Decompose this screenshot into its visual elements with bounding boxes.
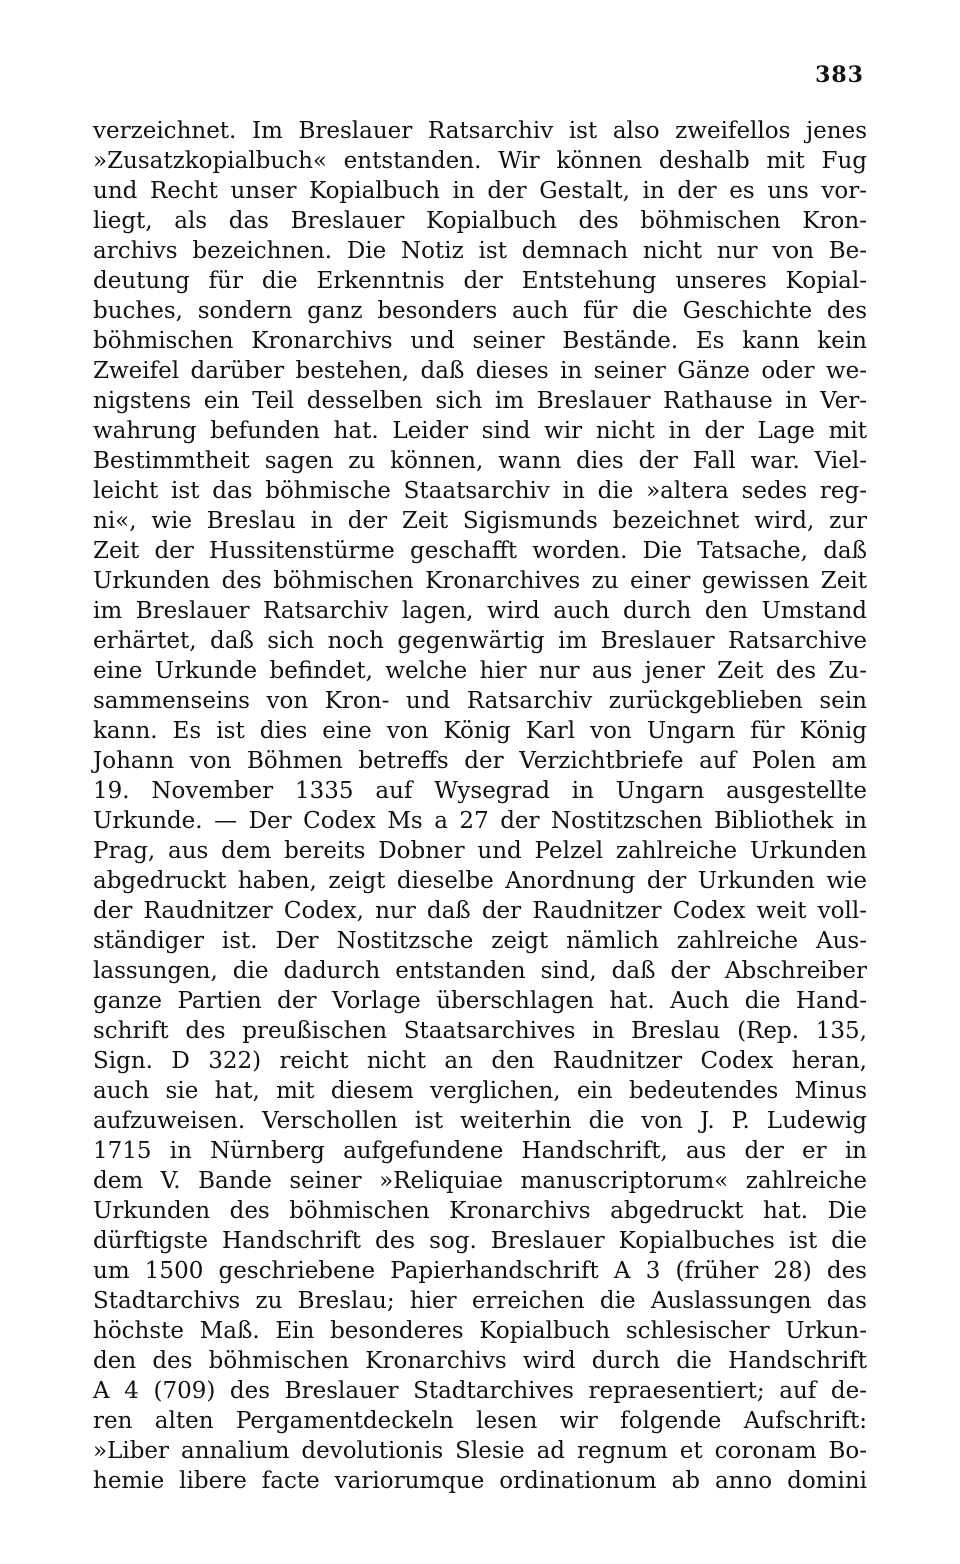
text-line: und Recht unser Kopialbuch in der Gestalt, in der es uns vor- bbox=[93, 178, 867, 204]
text-line: Bestimmtheit sagen zu können, wann dies der Fall war. Viel- bbox=[93, 448, 867, 474]
text-line: ni«, wie Breslau in der Zeit Sigismunds bezeichnet wird, zur bbox=[93, 508, 867, 534]
text-line: buches, sondern ganz besonders auch für die Geschichte des bbox=[93, 298, 867, 324]
text-line: sammenseins von Kron- und Ratsarchiv zurückgeblieben sein bbox=[93, 688, 867, 714]
text-line: um 1500 geschriebene Papierhandschrift A 3 (früher 28) des bbox=[93, 1258, 867, 1284]
text-line: Urkunden des böhmischen Kronarchivs abgedruckt hat. Die bbox=[93, 1198, 867, 1224]
text-line: A 4 (709) des Breslauer Stadtarchives repraesentiert; auf de- bbox=[93, 1378, 867, 1404]
text-line: »Liber annalium devolutionis Slesie ad regnum et coronam Bo- bbox=[93, 1438, 867, 1464]
text-line: ständiger ist. Der Nostitzsche zeigt nämlich zahlreiche Aus- bbox=[93, 928, 867, 954]
text-line: den des böhmischen Kronarchivs wird durch die Handschrift bbox=[93, 1348, 867, 1374]
text-line: Johann von Böhmen betreffs der Verzichtbriefe auf Polen am bbox=[93, 748, 867, 774]
text-line: verzeichnet. Im Breslauer Ratsarchiv ist also zweifellos jenes bbox=[93, 118, 867, 144]
text-line: »Zusatzkopialbuch« entstanden. Wir können deshalb mit Fug bbox=[93, 148, 867, 174]
text-line: lassungen, die dadurch entstanden sind, daß der Abschreiber bbox=[93, 958, 867, 984]
text-line: ren alten Pergamentdeckeln lesen wir folgende Aufschrift: bbox=[93, 1408, 867, 1434]
text-line: 19. November 1335 auf Wysegrad in Ungarn ausgestellte bbox=[93, 778, 867, 804]
text-line: schrift des preußischen Staatsarchives in Breslau (Rep. 135, bbox=[93, 1018, 867, 1044]
text-line: deutung für die Erkenntnis der Entstehung unseres Kopial- bbox=[93, 268, 867, 294]
text-line: eine Urkunde befindet, welche hier nur aus jener Zeit des Zu- bbox=[93, 658, 867, 684]
text-line: liegt, als das Breslauer Kopialbuch des böhmischen Kron- bbox=[93, 208, 867, 234]
text-line: dem V. Bande seiner »Reliquiae manuscriptorum« zahlreiche bbox=[93, 1168, 867, 1194]
text-line: leicht ist das böhmische Staatsarchiv in die »altera sedes reg- bbox=[93, 478, 867, 504]
text-line: hemie libere facte variorumque ordinationum ab anno domini bbox=[93, 1468, 867, 1494]
text-line: kann. Es ist dies eine von König Karl von Ungarn für König bbox=[93, 718, 867, 744]
text-line: böhmischen Kronarchivs und seiner Bestände. Es kann kein bbox=[93, 328, 867, 354]
text-line: dürftigste Handschrift des sog. Breslauer Kopialbuches ist die bbox=[93, 1228, 867, 1254]
text-line: Urkunde. — Der Codex Ms a 27 der Nostitzschen Bibliothek in bbox=[93, 808, 867, 834]
text-line: archivs bezeichnen. Die Notiz ist demnach nicht nur von Be- bbox=[93, 238, 867, 264]
text-line: Urkunden des böhmischen Kronarchives zu einer gewissen Zeit bbox=[93, 568, 867, 594]
text-line: erhärtet, daß sich noch gegenwärtig im Breslauer Ratsarchive bbox=[93, 628, 867, 654]
text-line: Zweifel darüber bestehen, daß dieses in seiner Gänze oder we- bbox=[93, 358, 867, 384]
text-line: im Breslauer Ratsarchiv lagen, wird auch durch den Umstand bbox=[93, 598, 867, 624]
text-line: 1715 in Nürnberg aufgefundene Handschrift, aus der er in bbox=[93, 1138, 867, 1164]
text-line: aufzuweisen. Verschollen ist weiterhin die von J. P. Ludewig bbox=[93, 1108, 867, 1134]
text-line: höchste Maß. Ein besonderes Kopialbuch schlesischer Urkun- bbox=[93, 1318, 867, 1344]
text-line: der Raudnitzer Codex, nur daß der Raudnitzer Codex weit voll- bbox=[93, 898, 867, 924]
page-number: 383 bbox=[815, 62, 864, 88]
text-line: ganze Partien der Vorlage überschlagen hat. Auch die Hand- bbox=[93, 988, 867, 1014]
text-line: Stadtarchivs zu Breslau; hier erreichen die Auslassungen das bbox=[93, 1288, 867, 1314]
text-line: auch sie hat, mit diesem verglichen, ein bedeutendes Minus bbox=[93, 1078, 867, 1104]
text-line: nigstens ein Teil desselben sich im Breslauer Rathause in Ver- bbox=[93, 388, 867, 414]
text-line: abgedruckt haben, zeigt dieselbe Anordnung der Urkunden wie bbox=[93, 868, 867, 894]
text-line: Sign. D 322) reicht nicht an den Raudnitzer Codex heran, bbox=[93, 1048, 867, 1074]
text-line: Prag, aus dem bereits Dobner und Pelzel zahlreiche Urkunden bbox=[93, 838, 867, 864]
text-line: Zeit der Hussitenstürme geschafft worden. Die Tatsache, daß bbox=[93, 538, 867, 564]
text-line: wahrung befunden hat. Leider sind wir nicht in der Lage mit bbox=[93, 418, 867, 444]
body-text bbox=[93, 116, 867, 1496]
